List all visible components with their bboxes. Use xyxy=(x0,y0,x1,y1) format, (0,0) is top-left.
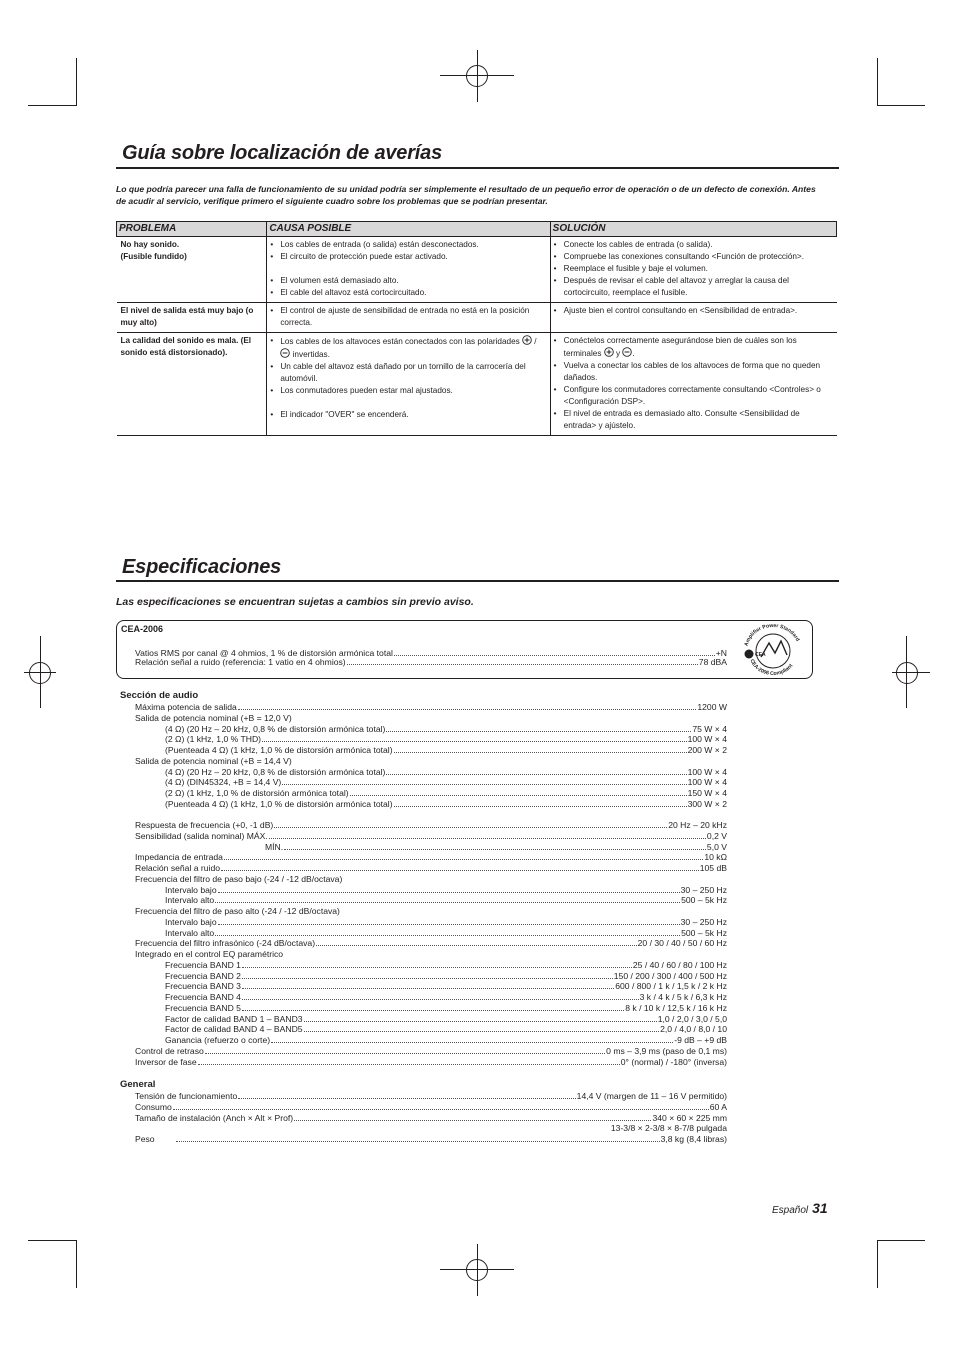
spec-value: 500 – 5k Hz xyxy=(681,927,727,938)
spec-label: Sensibilidad (salida nominal) MÁX. xyxy=(135,830,268,841)
table-row xyxy=(117,333,837,436)
spec-value: 100 W × 4 xyxy=(687,777,727,788)
spec-label: Máxima potencia de salida xyxy=(135,702,237,712)
spec-row xyxy=(135,863,727,873)
spec-value: 5,0 V xyxy=(706,841,727,852)
solution-cell xyxy=(550,333,836,436)
list-item: • El volumen está demasiado alto. xyxy=(270,275,546,287)
spec-label: Integrado en el control EQ paramétrico xyxy=(135,949,284,960)
cause-cell xyxy=(267,333,550,436)
spec-label: Inversor de fase xyxy=(135,1056,197,1067)
spec-label: Peso xyxy=(135,1134,155,1144)
svg-text:Amplifier Power Standard: Amplifier Power Standard xyxy=(743,622,801,647)
spec-label: (2 Ω) (1 kHz, 1,0 % de distorsión armónica total) xyxy=(165,788,349,798)
spec-row xyxy=(165,734,727,744)
spec-label: Impedancia de entrada xyxy=(135,852,223,863)
spec-value: 600 / 800 / 1 k / 1,5 k / 2 k Hz xyxy=(615,981,727,992)
spec-row xyxy=(165,928,727,938)
spec-value: 100 W × 4 xyxy=(687,766,727,777)
spec-row xyxy=(165,971,727,981)
spec-label: Intervalo bajo xyxy=(165,916,217,927)
spec-value: 60 A xyxy=(709,1101,727,1112)
spec-row xyxy=(165,777,727,787)
list-item: • Los cables de entrada (o salida) están desconectados. xyxy=(270,239,546,251)
spec-label: Respuesta de frecuencia (+0, -1 dB) xyxy=(135,820,274,831)
solution-cell xyxy=(550,303,836,333)
problem-cell: No hay sonido. (Fusible fundido) xyxy=(117,237,267,303)
header-solution: SOLUCIÓN xyxy=(550,222,836,237)
spec-row xyxy=(135,938,727,948)
spec-label: Salida de potencia nominal (+B = 14,4 V) xyxy=(135,755,292,766)
spec-value: 3 k / 4 k / 5 k / 6,3 k Hz xyxy=(639,992,727,1003)
svg-text:CEA: CEA xyxy=(755,652,766,658)
spec-row xyxy=(135,949,727,959)
spec-row xyxy=(135,1057,727,1067)
spec-row xyxy=(135,820,727,830)
spec-label: Frecuencia del filtro de paso bajo (-24 / -12 dB/octava) xyxy=(135,873,343,884)
spec-value: 25 / 40 / 60 / 80 / 100 Hz xyxy=(632,959,727,970)
minus-terminal-icon xyxy=(280,348,290,358)
spec-label: Frecuencia del filtro infrasónico (-24 dB/octava) xyxy=(135,938,316,949)
spec-label: Factor de calidad BAND 1 – BAND3 xyxy=(165,1013,303,1024)
list-item: • El circuito de protección puede estar activado. xyxy=(270,251,546,263)
spec-value: 150 / 200 / 300 / 400 / 500 Hz xyxy=(613,970,727,981)
spec-row xyxy=(135,713,727,723)
spec-label: (2 Ω) (1 kHz, 1,0 % THD) xyxy=(165,734,262,745)
spec-row xyxy=(135,1113,727,1123)
specs-title-rule xyxy=(116,580,839,582)
spec-row xyxy=(165,1003,727,1013)
list-item: • Los cables de los altavoces están conectados con las polaridades / invertidas. xyxy=(270,335,546,361)
list-item: • El indicador "OVER" se encenderá. xyxy=(270,409,546,421)
spec-value: 20 Hz – 20 kHz xyxy=(668,820,727,831)
spec-label: (4 Ω) (20 Hz – 20 kHz, 0,8 % de distorsión armónica total) xyxy=(165,766,386,777)
spec-row xyxy=(135,906,727,916)
spec-value: 30 – 250 Hz xyxy=(680,916,727,927)
list-item: • Los conmutadores pueden estar mal ajustados. xyxy=(270,385,546,397)
list-item: • Reemplace el fusible y baje el volumen. xyxy=(554,263,834,275)
spec-value: 150 W × 4 xyxy=(687,788,727,798)
spec-label: (Puenteada 4 Ω) (1 kHz, 1,0 % de distorsión armónica total) xyxy=(165,745,393,755)
spec-row xyxy=(135,831,727,841)
cea-compliance-seal-icon xyxy=(737,621,809,677)
spec-value: 0° (normal) / -180° (inversa) xyxy=(620,1056,727,1067)
spec-label: Consumo xyxy=(135,1101,172,1112)
spec-row xyxy=(135,1102,727,1112)
spec-row xyxy=(135,1046,727,1056)
list-item: • El nivel de entrada es demasiado alto. Consulte <Sensibilidad de entrada> y ajústelo. xyxy=(554,408,834,432)
table-row xyxy=(117,237,837,303)
spec-row xyxy=(165,799,727,809)
general-section-title: General xyxy=(120,1079,156,1090)
spec-value: 20 / 30 / 40 / 50 / 60 Hz xyxy=(637,938,727,949)
spec-value: 1200 W xyxy=(697,702,727,712)
spec-row xyxy=(265,842,727,852)
spec-row xyxy=(165,960,727,970)
header-cause: CAUSA POSIBLE xyxy=(267,222,550,237)
page-number: 31 xyxy=(812,1200,828,1216)
spec-label: Intervalo alto xyxy=(165,895,215,906)
spec-label: (4 Ω) (DIN45324, +B = 14,4 V) xyxy=(165,777,282,788)
list-item: • Conecte los cables de entrada (o salida). xyxy=(554,239,834,251)
spec-row xyxy=(165,745,727,755)
spec-label: Frecuencia BAND 4 xyxy=(165,992,241,1003)
specs-subtitle: Las especificaciones se encuentran sujetas a cambios sin previo aviso. xyxy=(116,596,474,608)
list-item: • El cable del altavoz está cortocircuitado. xyxy=(270,287,546,299)
spec-row xyxy=(165,788,727,798)
spec-label: Control de retraso xyxy=(135,1045,204,1056)
spec-label: Ganancia (refuerzo o corte) xyxy=(165,1035,271,1046)
spec-row xyxy=(165,1035,727,1045)
spec-label: Salida de potencia nominal (+B = 12,0 V) xyxy=(135,712,292,723)
spec-row xyxy=(165,895,727,905)
audio-section-title: Sección de audio xyxy=(120,690,199,701)
spec-row xyxy=(135,874,727,884)
spec-label: Frecuencia BAND 2 xyxy=(165,970,241,981)
spec-label: (Puenteada 4 Ω) (1 kHz, 1,0 % de distorsión armónica total) xyxy=(165,798,393,809)
list-item: • Compruebe las conexiones consultando <Función de protección>. xyxy=(554,251,834,263)
solution-cell xyxy=(550,237,836,303)
troubleshooting-title: Guía sobre localización de averías xyxy=(122,142,443,164)
spec-label: MÍN. xyxy=(265,841,284,852)
spec-value: 2,0 / 4,0 / 8,0 / 10 xyxy=(660,1024,727,1035)
spec-row xyxy=(165,981,727,991)
spec-value: 75 W × 4 xyxy=(692,723,727,734)
list-item: • Un cable del altavoz está dañado por un tornillo de la carrocería del automóvil. xyxy=(270,361,546,385)
footer-language: Español xyxy=(772,1205,809,1216)
spec-value: 0 ms – 3,9 ms (paso de 0,1 ms) xyxy=(606,1045,727,1056)
spec-label: Tensión de funcionamiento xyxy=(135,1091,238,1101)
spec-label: Intervalo bajo xyxy=(165,884,217,895)
spec-row xyxy=(135,702,727,712)
spec-label: Tamaño de instalación (Anch × Alt × Prof) xyxy=(135,1112,294,1123)
problem-cell: El nivel de salida está muy bajo (o muy alto) xyxy=(117,303,267,333)
cea-box xyxy=(116,620,813,679)
spec-label: Factor de calidad BAND 4 – BAND5 xyxy=(165,1024,303,1035)
spec-row xyxy=(165,917,727,927)
spec-value: 100 W × 4 xyxy=(687,734,727,745)
spec-label: Frecuencia del filtro de paso alto (-24 / -12 dB/octava) xyxy=(135,906,340,917)
spec-label: Frecuencia BAND 5 xyxy=(165,1002,241,1013)
spec-label: Frecuencia BAND 3 xyxy=(165,981,241,992)
table-row xyxy=(117,303,837,333)
spec-value: 105 dB xyxy=(699,863,727,874)
spec-value: 500 – 5k Hz xyxy=(681,895,727,906)
minus-terminal-icon xyxy=(622,347,632,357)
spec-label: Intervalo alto xyxy=(165,927,215,938)
spec-label: Relación señal a ruido xyxy=(135,863,221,874)
spec-row xyxy=(135,852,727,862)
list-item: • El control de ajuste de sensibilidad de entrada no está en la posición correcta. xyxy=(270,305,546,329)
spec-label: (4 Ω) (20 Hz – 20 kHz, 0,8 % de distorsión armónica total) xyxy=(165,723,386,734)
list-item: • Después de revisar el cable del altavoz y arreglar la causa del cortocircuito, reemplace el fusible. xyxy=(554,275,834,299)
list-item: • Vuelva a conectar los cables de los altavoces de forma que no queden dañados. xyxy=(554,360,834,384)
title-rule xyxy=(116,167,839,169)
spec-row xyxy=(165,1024,727,1034)
spec-value: 300 W × 2 xyxy=(687,798,727,809)
spec-value: 200 W × 2 xyxy=(687,745,727,755)
spec-row xyxy=(165,885,727,895)
cause-cell xyxy=(267,237,550,303)
cause-cell xyxy=(267,303,550,333)
plus-terminal-icon xyxy=(604,347,614,357)
spec-row xyxy=(165,1014,727,1024)
spec-value: -9 dB – +9 dB xyxy=(674,1035,727,1046)
spec-row: Vatios RMS por canal @ 4 ohmios, 1 % de distorsión armónica total +N xyxy=(135,648,727,658)
spec-row xyxy=(135,1091,727,1101)
table-header-row xyxy=(117,222,837,237)
header-problem: PROBLEMA xyxy=(117,222,267,237)
troubleshooting-intro: Lo que podría parecer una falla de funcionamiento de su unidad podría ser simplemente el resultado de un pequeño error de operación o de un defecto de conexión. Antes de acudir al servicio, verifique primero el siguiente cuadro sobre los problemas que se podrían presentar. xyxy=(116,184,816,206)
spec-value: 30 – 250 Hz xyxy=(680,884,727,895)
troubleshooting-table xyxy=(116,221,837,436)
spec-row xyxy=(165,992,727,1002)
spec-value: 0,2 V xyxy=(706,830,727,841)
list-item: • Configure los conmutadores correctamente consultando <Controles> o <Configuración DSP>. xyxy=(554,384,834,408)
spec-row: Relación señal a ruido (referencia: 1 vatio en 4 ohmios) 78 dBA xyxy=(135,657,727,667)
plus-terminal-icon xyxy=(522,335,532,345)
spec-value: 1,0 / 2,0 / 3,0 / 5,0 xyxy=(657,1013,727,1024)
spec-row xyxy=(135,1123,727,1133)
specs-title: Especificaciones xyxy=(122,556,282,578)
spec-row xyxy=(165,767,727,777)
spec-value: 14,4 V (margen de 11 – 16 V permitido) xyxy=(576,1091,727,1101)
spec-value: 13-3/8 × 2-3/8 × 8-7/8 pulgada xyxy=(610,1123,727,1134)
list-item: • Ajuste bien el control consultando en <Sensibilidad de entrada>. xyxy=(554,305,834,317)
spec-label: Frecuencia BAND 1 xyxy=(165,959,241,970)
spec-value: 8 k / 10 k / 12,5 k / 16 k Hz xyxy=(625,1002,727,1013)
list-item: • Conéctelos correctamente asegurándose bien de cuáles son los terminales y . xyxy=(554,335,834,360)
svg-text:CEA-2006 Compliant: CEA-2006 Compliant xyxy=(748,658,795,677)
spec-row xyxy=(135,1134,727,1144)
page-footer xyxy=(772,1200,828,1216)
spec-row xyxy=(135,756,727,766)
spec-value: 10 kΩ xyxy=(704,852,727,863)
spec-value: 3,8 kg (8,4 libras) xyxy=(660,1134,727,1144)
cea-title: CEA-2006 xyxy=(121,624,164,634)
problem-cell: La calidad del sonido es mala. (El sonido está distorsionado). xyxy=(117,333,267,436)
spec-value: 340 × 60 × 225 mm xyxy=(652,1112,727,1123)
spec-row xyxy=(165,724,727,734)
